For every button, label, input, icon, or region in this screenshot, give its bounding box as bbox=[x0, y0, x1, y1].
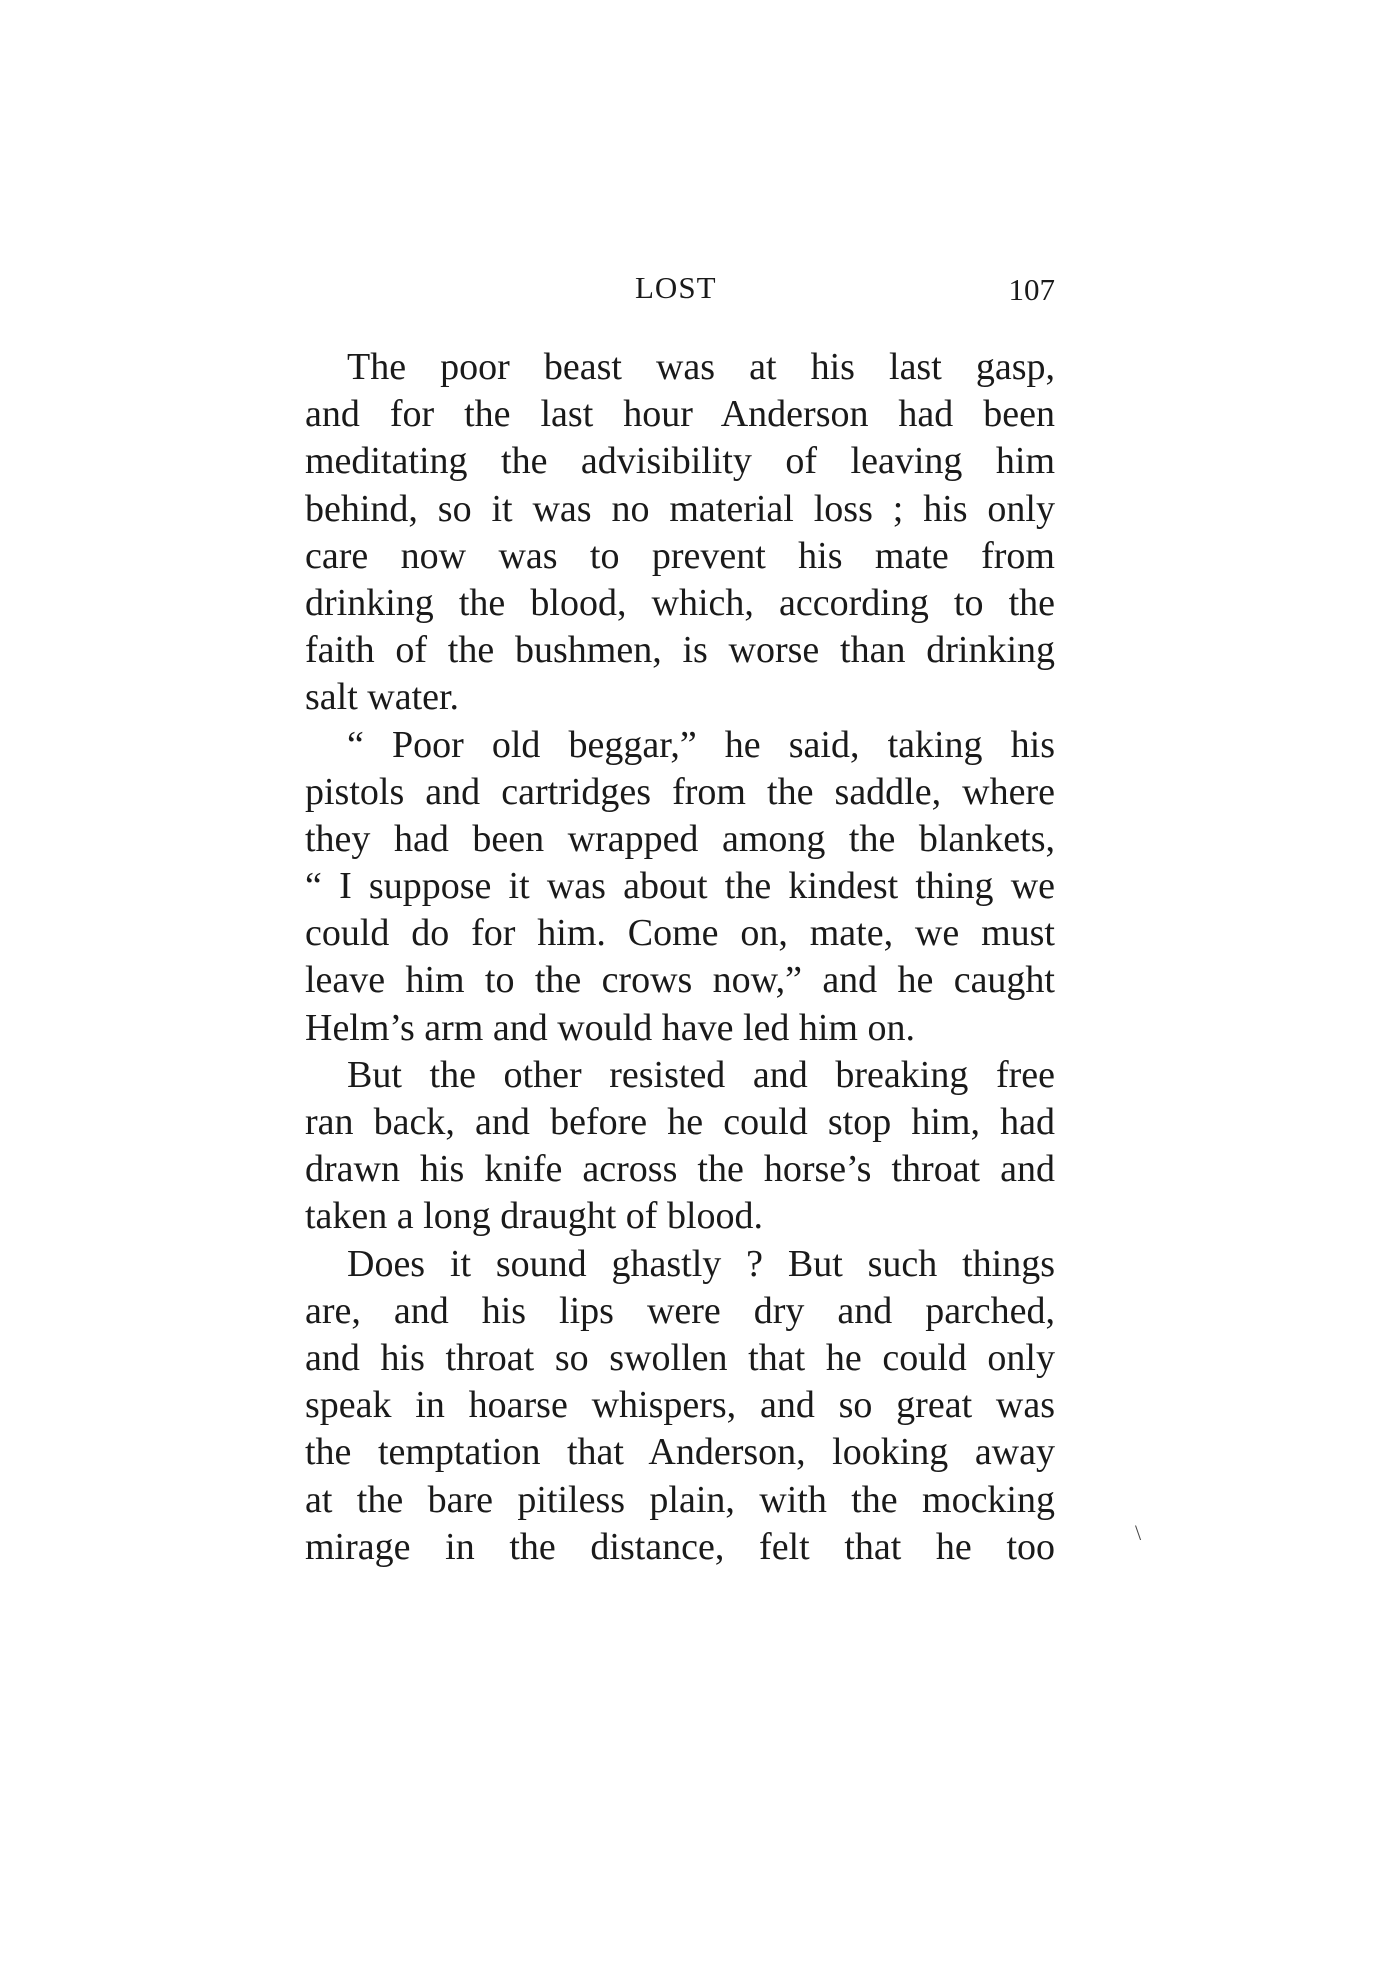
paragraph bbox=[305, 722, 1055, 1052]
running-title: LOST bbox=[635, 270, 717, 305]
text-line: “ Poor old beggar,” he said, taking his bbox=[347, 723, 1055, 766]
paragraph bbox=[305, 344, 1055, 722]
text-line: and for the last hour Anderson had been bbox=[305, 393, 1055, 436]
text-line: But the other resisted and breaking free bbox=[347, 1053, 1055, 1096]
text-line: care now was to prevent his mate from bbox=[305, 534, 1055, 577]
text-line: mirage in the distance, felt that he too bbox=[305, 1525, 1055, 1568]
text-line: could do for him. Come on, mate, we must bbox=[305, 912, 1055, 955]
body-text bbox=[305, 344, 1055, 1571]
text-line: drawn his knife across the horse’s throat and bbox=[305, 1148, 1055, 1191]
page-number: 107 bbox=[1008, 272, 1055, 307]
paragraph bbox=[305, 1052, 1055, 1241]
text-line: and his throat so swollen that he could only bbox=[305, 1336, 1055, 1379]
text-line: are, and his lips were dry and parched, bbox=[305, 1289, 1055, 1332]
text-line: faith of the bushmen, is worse than drinking bbox=[305, 629, 1055, 672]
text-line: at the bare pitiless plain, with the mocking bbox=[305, 1478, 1055, 1521]
text-line: Helm’s arm and would have led him on. bbox=[305, 1006, 915, 1049]
paragraph bbox=[305, 1241, 1055, 1571]
text-line: meditating the advisibility of leaving him bbox=[305, 440, 1055, 483]
text-line: speak in hoarse whispers, and so great was bbox=[305, 1384, 1055, 1427]
stray-ink-mark: \ bbox=[1135, 1520, 1142, 1545]
text-line: salt water. bbox=[305, 676, 460, 719]
text-line: taken a long draught of blood. bbox=[305, 1195, 764, 1238]
text-line: pistols and cartridges from the saddle, where bbox=[305, 770, 1055, 813]
text-line: they had been wrapped among the blankets, bbox=[305, 817, 1055, 860]
text-line: the temptation that Anderson, looking away bbox=[305, 1431, 1055, 1474]
text-line: Does it sound ghastly ? But such things bbox=[347, 1242, 1055, 1285]
running-head bbox=[305, 270, 1055, 310]
text-line: drinking the blood, which, according to the bbox=[305, 581, 1055, 624]
text-line: behind, so it was no material loss ; his only bbox=[305, 487, 1055, 530]
text-line: “ I suppose it was about the kindest thing we bbox=[305, 865, 1055, 908]
text-line: ran back, and before he could stop him, had bbox=[305, 1101, 1055, 1143]
text-line: The poor beast was at his last gasp, bbox=[347, 346, 1055, 388]
text-line: leave him to the crows now,” and he caught bbox=[305, 959, 1055, 1002]
